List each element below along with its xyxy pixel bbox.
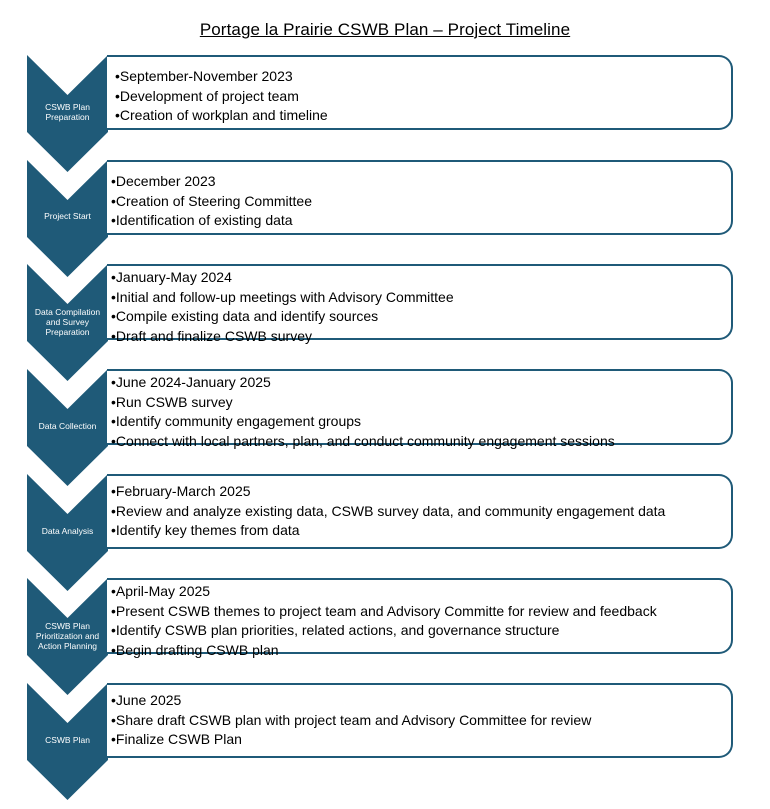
bullet-icon: • xyxy=(111,393,116,410)
bullet-item xyxy=(111,621,731,641)
bullet-text: September-November 2023 xyxy=(119,68,293,84)
stage-label: CSWB Plan Prioritization and Action Planning xyxy=(35,621,100,651)
bullet-item xyxy=(111,432,731,452)
bullet-item xyxy=(111,192,731,212)
bullet-icon: • xyxy=(111,502,116,519)
bullet-text: Identify key themes from data xyxy=(115,522,300,538)
bullet-text: Development of project team xyxy=(119,87,299,104)
stage-details-box xyxy=(107,474,733,549)
bullet-text: Creation of Steering Committee xyxy=(115,192,312,209)
bullet-text: Initial and follow-up meetings with Advisory Committee xyxy=(115,288,454,305)
stage-label: Data Compilation and Survey Preparation xyxy=(34,307,101,337)
bullet-item xyxy=(111,393,731,413)
bullet-item xyxy=(111,307,731,327)
stage-label: Data Analysis xyxy=(41,526,94,536)
bullet-icon: • xyxy=(111,327,116,344)
bullet-item xyxy=(115,67,731,87)
bullet-text: Identification of existing data xyxy=(115,212,293,228)
bullet-text: Compile existing data and identify sources xyxy=(115,308,379,324)
bullet-item xyxy=(111,582,731,602)
stage-bullet-list xyxy=(111,268,731,346)
bullet-text: Present CSWB themes to project team and Advisory Committe for review and feedback xyxy=(115,602,657,619)
bullet-text: February-March 2025 xyxy=(115,483,251,499)
stage-details-box xyxy=(107,160,733,235)
bullet-item xyxy=(111,502,731,522)
bullet-icon: • xyxy=(111,173,116,189)
bullet-icon: • xyxy=(111,269,116,285)
bullet-icon: • xyxy=(111,413,116,429)
bullet-text: Finalize CSWB Plan xyxy=(115,731,242,747)
page-title: Portage la Prairie CSWB Plan – Project Timeline xyxy=(199,20,571,39)
stage-label: Project Start xyxy=(44,211,91,221)
stage-bullet-list xyxy=(111,582,731,660)
bullet-item xyxy=(111,268,731,288)
bullet-item xyxy=(111,730,731,750)
bullet-icon: • xyxy=(111,432,116,449)
stage-bullet-list xyxy=(115,67,731,126)
bullet-item xyxy=(111,172,731,192)
stage-bullet-list xyxy=(111,172,731,231)
bullet-item xyxy=(111,327,731,347)
stage-bullet-list xyxy=(111,373,731,451)
bullet-icon: • xyxy=(111,731,116,747)
bullet-text: June 2024-January 2025 xyxy=(115,374,271,390)
bullet-icon: • xyxy=(111,308,116,324)
bullet-item xyxy=(111,211,731,231)
bullet-text: Identify CSWB plan priorities, related actions, and governance structure xyxy=(115,622,560,638)
stage-bullet-list xyxy=(111,691,731,750)
bullet-text: June 2025 xyxy=(115,692,182,708)
stage-details-box xyxy=(107,264,733,344)
bullet-text: January-May 2024 xyxy=(115,269,232,285)
bullet-icon: • xyxy=(111,483,116,499)
bullet-icon: • xyxy=(111,288,116,305)
bullet-text: Connect with local partners, plan, and conduct community engagement sessions xyxy=(115,432,615,449)
bullet-text: April-May 2025 xyxy=(115,583,211,599)
stage-bullet-list xyxy=(111,482,731,541)
bullet-icon: • xyxy=(111,602,116,619)
bullet-item xyxy=(111,412,731,432)
bullet-text: Creation of workplan and timeline xyxy=(119,107,328,123)
bullet-text: Review and analyze existing data, CSWB survey data, and community engagement data xyxy=(115,502,666,519)
bullet-item xyxy=(115,87,731,107)
bullet-icon: • xyxy=(111,583,116,599)
stage-label: CSWB Plan Preparation xyxy=(45,102,90,122)
bullet-icon: • xyxy=(111,192,116,209)
bullet-text: Run CSWB survey xyxy=(115,393,233,410)
bullet-item xyxy=(111,641,731,661)
stage-label: CSWB Plan xyxy=(45,735,90,745)
bullet-text: Identify community engagement groups xyxy=(115,413,362,429)
stage-details-box xyxy=(107,578,733,658)
stage-details-box xyxy=(107,683,733,758)
bullet-item xyxy=(115,106,731,126)
bullet-icon: • xyxy=(111,711,116,728)
bullet-text: Share draft CSWB plan with project team and Advisory Committee for review xyxy=(115,711,592,728)
bullet-icon: • xyxy=(111,522,116,538)
stage-details-box xyxy=(107,55,733,130)
bullet-item xyxy=(111,711,731,731)
bullet-icon: • xyxy=(111,212,116,228)
bullet-item xyxy=(111,482,731,502)
stage-details-box xyxy=(107,369,733,449)
bullet-text: Draft and finalize CSWB survey xyxy=(115,327,312,344)
bullet-item xyxy=(111,373,731,393)
bullet-item xyxy=(111,691,731,711)
bullet-text: December 2023 xyxy=(115,173,216,189)
bullet-text: Begin drafting CSWB plan xyxy=(115,641,279,658)
bullet-icon: • xyxy=(111,692,116,708)
bullet-icon: • xyxy=(111,641,116,658)
bullet-item xyxy=(111,521,731,541)
bullet-icon: • xyxy=(115,87,120,104)
bullet-icon: • xyxy=(111,622,116,638)
bullet-item xyxy=(111,288,731,308)
bullet-item xyxy=(111,602,731,622)
bullet-icon: • xyxy=(115,68,120,84)
stage-label: Data Collection xyxy=(38,421,97,431)
bullet-icon: • xyxy=(115,107,120,123)
bullet-icon: • xyxy=(111,374,116,390)
